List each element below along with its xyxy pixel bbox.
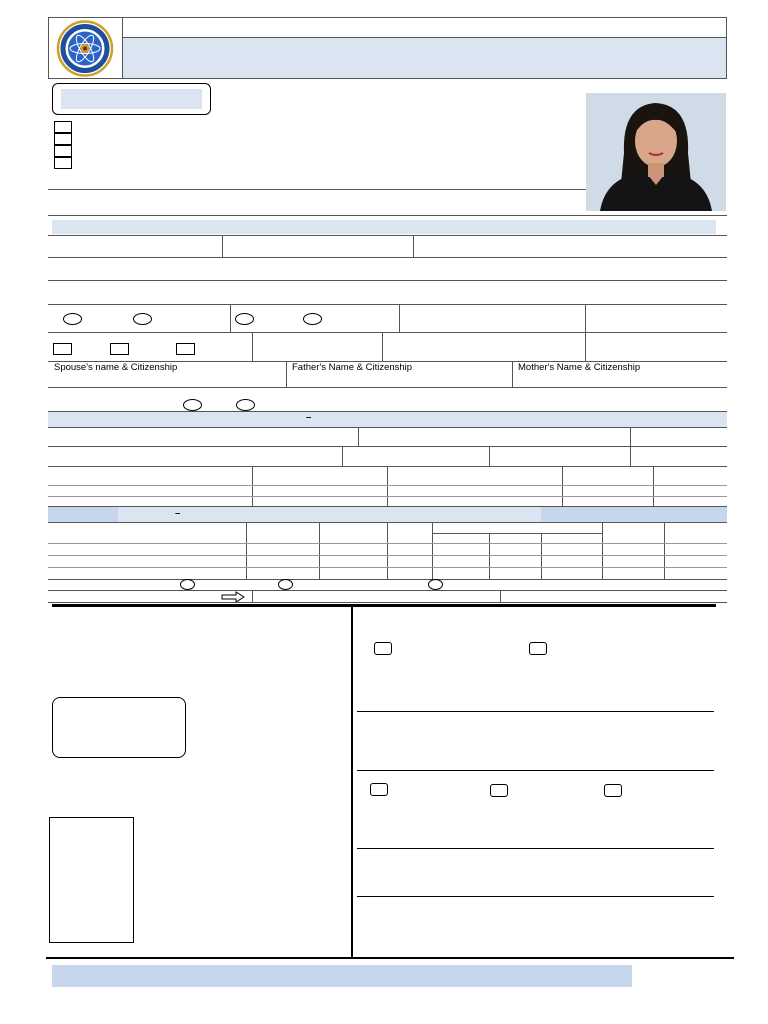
work-header-right bbox=[541, 507, 727, 522]
header-title-field bbox=[123, 37, 726, 78]
father-name-label: Father's Name & Citizenship bbox=[292, 362, 413, 373]
radio-sex-male[interactable] bbox=[63, 313, 82, 325]
divider-name-line bbox=[48, 189, 586, 190]
footer-band bbox=[52, 965, 632, 987]
radio-work-3[interactable] bbox=[428, 579, 443, 590]
col-line-work-4 bbox=[432, 522, 433, 579]
right-line-1 bbox=[357, 711, 714, 712]
row-line-5 bbox=[48, 332, 727, 333]
checkbox-option-3[interactable] bbox=[54, 145, 72, 157]
col-line-name-1 bbox=[222, 235, 223, 258]
col-line-edu-1 bbox=[358, 427, 359, 447]
row-line-work-7 bbox=[48, 602, 727, 603]
radio-option-3[interactable] bbox=[235, 313, 254, 325]
row-line-edu-2 bbox=[48, 446, 727, 447]
prc-seal bbox=[52, 20, 118, 77]
col-line-edu-4 bbox=[489, 446, 490, 467]
checkbox-option-1[interactable] bbox=[54, 121, 72, 133]
radio-option-4[interactable] bbox=[303, 313, 322, 325]
radio-work-2[interactable] bbox=[278, 579, 293, 590]
prc-seal-icon bbox=[52, 20, 118, 77]
checkbox-status-1[interactable] bbox=[53, 343, 72, 355]
bottom-bottom-rule bbox=[46, 957, 734, 959]
spouse-name-label: Spouse's name & Citizenship bbox=[54, 362, 178, 373]
col-line-work-8 bbox=[664, 522, 665, 579]
checkbox-option-2[interactable] bbox=[54, 133, 72, 145]
col-line-edu-3 bbox=[342, 446, 343, 467]
col-line-name-2 bbox=[413, 235, 414, 258]
col-line-arrow-2 bbox=[500, 590, 501, 602]
right-line-4 bbox=[357, 896, 714, 897]
row-line-edu-0 bbox=[48, 411, 727, 412]
col-line-work-7 bbox=[602, 522, 603, 579]
checkbox-right-3[interactable] bbox=[370, 783, 388, 796]
row-line-work-6 bbox=[48, 590, 727, 591]
row-line-work-2 bbox=[48, 543, 727, 544]
checkbox-option-4[interactable] bbox=[54, 157, 72, 169]
row-line-4 bbox=[48, 304, 727, 305]
radio-sex-female[interactable] bbox=[133, 313, 152, 325]
col-line-edu-7 bbox=[562, 466, 563, 507]
row-line-edu-1 bbox=[48, 427, 727, 428]
education-header-band bbox=[48, 412, 727, 427]
photo-portrait-icon bbox=[586, 93, 726, 211]
row-line-work-4 bbox=[48, 567, 727, 568]
right-arrow-icon bbox=[221, 590, 245, 602]
col-line-work-6 bbox=[541, 533, 542, 579]
col-line-edu-2 bbox=[630, 427, 631, 467]
row-line-edu-5 bbox=[48, 496, 727, 497]
col-line-arrow-1 bbox=[252, 590, 253, 602]
signature-box[interactable] bbox=[49, 817, 134, 943]
col-line-edu-5 bbox=[252, 466, 253, 507]
bottom-top-rule bbox=[52, 604, 716, 607]
radio-work-1[interactable] bbox=[180, 579, 195, 590]
radio-no[interactable] bbox=[236, 399, 255, 411]
col-line-work-5 bbox=[489, 533, 490, 579]
checkbox-status-3[interactable] bbox=[176, 343, 195, 355]
thumbmark-box[interactable] bbox=[52, 697, 186, 758]
row-line-2 bbox=[48, 257, 727, 258]
row-line-work-0 bbox=[48, 506, 727, 507]
row-line-1 bbox=[48, 235, 727, 236]
right-line-3 bbox=[357, 848, 714, 849]
divider-top-line bbox=[48, 215, 727, 216]
row-line-work-sub bbox=[432, 533, 602, 534]
checkbox-right-5[interactable] bbox=[604, 784, 622, 797]
col-line-edu-6 bbox=[387, 466, 388, 507]
row-line-edu-4 bbox=[48, 485, 727, 486]
radio-yes[interactable] bbox=[183, 399, 202, 411]
work-header-dash: – bbox=[175, 508, 181, 519]
col-line-row4-2 bbox=[399, 304, 400, 333]
bottom-vertical-rule bbox=[351, 607, 353, 958]
col-line-work-2 bbox=[319, 522, 320, 579]
work-header-left bbox=[48, 507, 118, 522]
col-line-work-3 bbox=[387, 522, 388, 579]
education-header-dash: – bbox=[306, 412, 312, 423]
col-line-edu-8 bbox=[653, 466, 654, 507]
col-line-family-1 bbox=[286, 361, 287, 388]
personal-info-header-band bbox=[52, 220, 716, 234]
col-line-work-1 bbox=[246, 522, 247, 579]
col-line-sex bbox=[230, 304, 231, 333]
row-line-7 bbox=[48, 387, 727, 388]
row-line-3 bbox=[48, 280, 727, 281]
right-line-2 bbox=[357, 770, 714, 771]
row-line-work-3 bbox=[48, 555, 727, 556]
checkbox-right-2[interactable] bbox=[529, 642, 547, 655]
col-line-row5-1 bbox=[252, 332, 253, 361]
col-line-family-2 bbox=[512, 361, 513, 388]
col-line-row5-2 bbox=[382, 332, 383, 361]
checkbox-status-2[interactable] bbox=[110, 343, 129, 355]
application-type-field[interactable] bbox=[61, 89, 202, 109]
applicant-photo bbox=[586, 93, 726, 211]
checkbox-right-4[interactable] bbox=[490, 784, 508, 797]
mother-name-label: Mother's Name & Citizenship bbox=[518, 362, 641, 373]
row-line-work-5 bbox=[48, 579, 727, 580]
checkbox-right-1[interactable] bbox=[374, 642, 392, 655]
